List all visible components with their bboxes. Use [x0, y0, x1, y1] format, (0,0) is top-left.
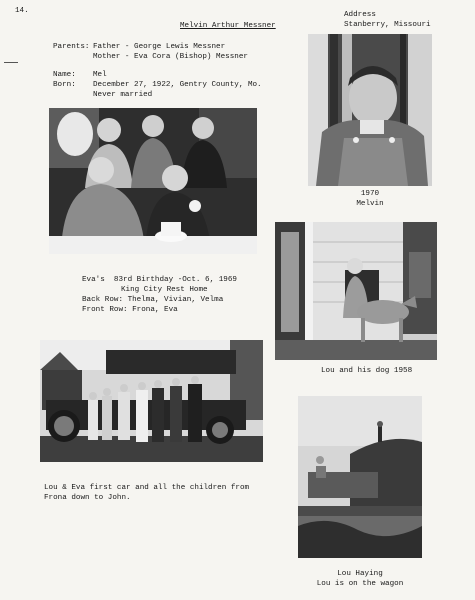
- address-value: Stanberry, Missouri: [344, 21, 431, 29]
- car-photo: [40, 340, 263, 462]
- parents-mother: Mother - Eva Cora (Bishop) Messner: [93, 53, 248, 61]
- birthday-caption-1: Eva's 83rd Birthday -Oct. 6, 1969: [82, 276, 237, 284]
- portrait-caption-year: 1970: [360, 190, 380, 198]
- birthday-caption-3: Back Row: Thelma, Vivian, Velma: [82, 296, 224, 304]
- born-label: Born:: [53, 81, 76, 89]
- haying-caption-2: Lou is on the wagon: [316, 580, 404, 588]
- birthday-caption-4: Front Row: Frona, Eva: [82, 306, 178, 314]
- porch-photo: [275, 222, 437, 360]
- birthday-caption-2: King City Rest Home: [121, 286, 208, 294]
- born-value: December 27, 1922, Gentry County, Mo.: [93, 81, 262, 89]
- car-caption-2: Frona down to John.: [44, 494, 131, 502]
- parents-label: Parents:: [53, 43, 90, 51]
- portrait-caption-name: Melvin: [356, 200, 384, 208]
- name-value: Mel: [93, 71, 107, 79]
- haying-photo: [298, 396, 422, 558]
- portrait-photo: [308, 34, 432, 186]
- name-label: Name:: [53, 71, 76, 79]
- porch-caption: Lou and his dog 1958: [321, 367, 413, 375]
- page-number: 14.: [15, 7, 29, 15]
- haying-caption-1: Lou Haying: [337, 570, 383, 578]
- birthday-photo: [49, 108, 257, 254]
- parents-father: Father - George Lewis Messner: [93, 43, 226, 51]
- car-caption-1: Lou & Eva first car and all the children from: [44, 484, 250, 492]
- born-note: Never married: [93, 91, 153, 99]
- page-title: Melvin Arthur Messner: [180, 22, 276, 30]
- address-label: Address: [344, 11, 376, 19]
- margin-mark: [4, 62, 18, 63]
